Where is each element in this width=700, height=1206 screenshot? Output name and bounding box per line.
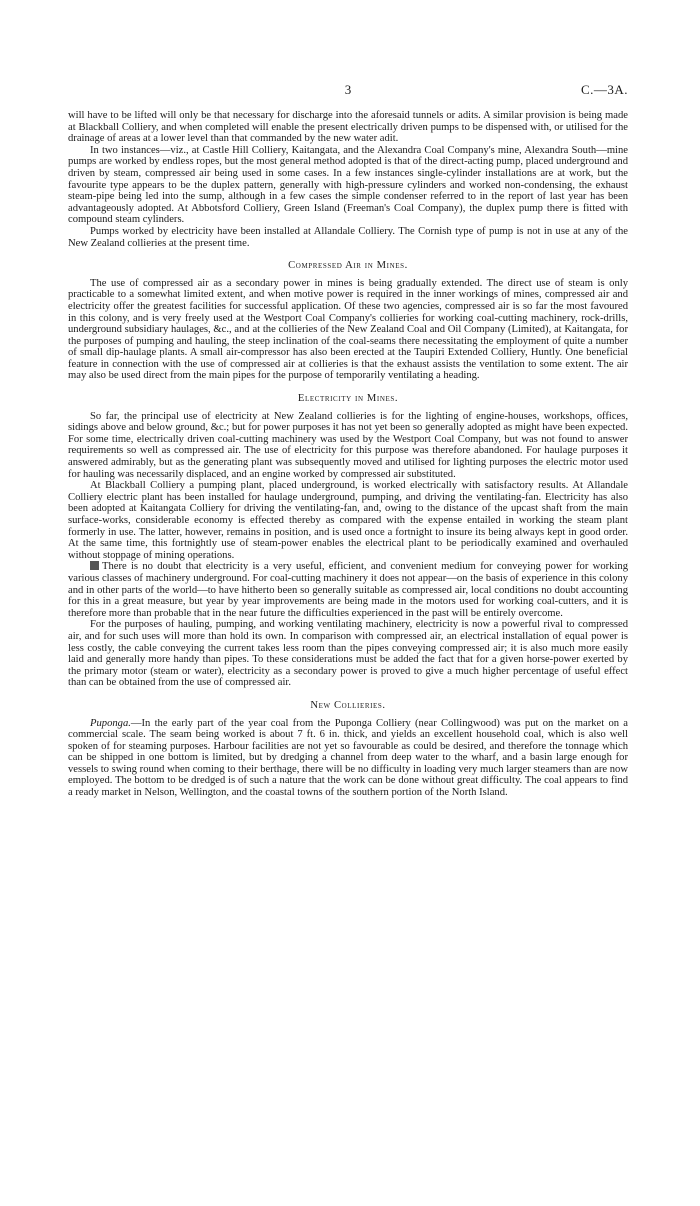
page-header	[68, 82, 628, 100]
paragraph-continuation: will have to be lifted will only be that necessary for discharge into the aforesaid tunnels or adits. A similar provision is being made at Blackball Colliery, and when completed will enable the present electrically driven pumps to be dispensed with, or utilised for the drainage of areas at a lower level than that commanded by the new water adit.	[68, 110, 628, 145]
section-heading-electricity: Electricity in Mines.	[297, 393, 399, 405]
paragraph-electricity-4: For the purposes of hauling, pumping, and working ventilating machinery, electricity is now a powerful rival to compressed air, and for such uses will more than hold its own. In comparison with compressed air, an electrical installation of equal power is less costly, the cable conveying the current takes less room than the pipes conveying compressed air; it is also much more easily laid and generally more handy than pipes. To these considerations must be added the fact that for a given horse-power exerted by the primary motor (steam or water), electricity as a secondary power is proved to give a much higher percentage of useful effect than can be obtained from the use of compressed air.	[68, 619, 628, 689]
page-number: 3	[344, 82, 352, 97]
paragraph-compressed-air: The use of compressed air as a secondary power in mines is being gradually extended. The direct use of steam is only practicable to a somewhat limited extent, and when motive power is required in the inner workings of mines, compressed air and electricity offer the greatest facilities for successful application. Of these two agencies, compressed air is so far the most favoured in this colony, and is very freely used at the Westport Coal Company's collieries for working coal-cutting machinery, rock-drills, underground subsidiary haulages, &c., and at the collieries of the New Zealand Coal and Oil Company (Limited), at Kaitangata, for the purposes of pumping and hauling, the steep inclination of the coal-seams there necessitating the employment of quite a number of small dip-haulage plants. A small air-compressor has also been erected at the Taupiri Extended Colliery, Huntly. One beneficial feature in connection with the use of compressed air at collieries is that the exhaust assists the ventilation to some extent. The air may also be used direct from the main pipes for the purpose of temporarily ventilating a heading.	[68, 277, 628, 382]
paragraph-electricity-3: There is no doubt that electricity is a very useful, efficient, and convenient medium for conveying power for working various classes of machinery underground. For coal-cutting machinery it does not appear—on the basis of experience in this colony and in other parts of the world—to have hitherto been so generally suitable as compressed air, local conditions no doubt accounting for this in a great measure, but year by year improvements are being made in the motors used for working coal-cutters, and it is therefore more than probable that in the near future the difficulties experienced in the past will be entirely overcome.	[68, 561, 628, 619]
puponga-text: —In the early part of the year coal from the Puponga Colliery (near Collingwood) was put on the market on a commercial scale. The seam being worked is about 7 ft. 6 in. thick, and yields an excellent household coal, which is also well spoken of for steaming purposes. Harbour facilities are not yet so favourable as could be desired, and therefore the tonnage which can be shipped in one bottom is limited, but by dredging a channel from deep water to the wharf, and a basin large enough for vessels to swing round when coming to their berthage, there will be no difficulty in loading very much larger steamers than are now employed. The bottom to be dredged is of such a nature that the work can be done without great difficulty. The coal appears to find a ready market in Nelson, Wellington, and the coastal towns of the southern portion of the North Island.	[68, 717, 628, 799]
paragraph-electricity-1: So far, the principal use of electricity at New Zealand collieries is for the lighting of engine-houses, workshops, offices, sidings above and below ground, &c.; but for power purposes it has not yet been so generally adopted as might have been expected. For some time, electrically driven coal-cutting machinery was used by the Westport Coal Company, but was not found to answer requirements so well as compressed air. The use of electricity for this purpose was therefore abandoned. For haulage purposes it answered admirably, but as the generating plant was subsequently moved and utilised for lighting purposes the electric motor used for hauling was necessarily displaced, and an engine worked by compressed air substituted.	[68, 410, 628, 480]
paragraph-puponga	[68, 718, 628, 799]
section-heading-compressed-air: Compressed Air in Mines.	[288, 260, 408, 272]
document-reference: C.—3A.	[580, 82, 628, 97]
scan-mark-icon	[90, 561, 99, 570]
paragraph-pumps-methods: In two instances—viz., at Castle Hill Colliery, Kaitangata, and the Alexandra Coal Company's mine, Alexandra South—mine pumps are worked by endless ropes, but the most general method adopted is that of the direct-acting pump, placed underground and driven by steam, compressed air being used in some cases. In a few instances single-cylinder installations are at work, but the favourite type appears to be the duplex pattern, generally with high-pressure cylinders and worked non-condensing, the exhaust steam-pipe being led into the sump, although in a few cases the simple condenser referred to in the report of last year has been advantageously adopted. At Abbotsford Colliery, Green Island (Freeman's Coal Company), the duplex pump there is fitted with compound steam cylinders.	[68, 144, 628, 226]
paragraph-electric-pumps: Pumps worked by electricity have been installed at Allandale Colliery. The Cornish type of pump is not in use at any of the New Zealand collieries at the present time.	[68, 225, 628, 249]
paragraph-electricity-2: At Blackball Colliery a pumping plant, placed underground, is worked electrically with satisfactory results. At Allandale Colliery electric plant has been installed for haulage underground, pumping, and driving the ventilating-fan. Electricity has also been adopted at Kaitangata Colliery for driving the ventilating-fan, and, owing to the distance of the upcast shaft from the main surface-works, considerable economy is effected thereby as compared with the expense entailed in working the steam plant formerly in use. The latter, however, remains in position, and is used once a fortnight to insure its being always kept in good order. At the same time, this fortnightly use of steam-power enables the electrical plant to be periodically examined and overhauled without stoppage of mining operations.	[68, 480, 628, 561]
section-heading-new-collieries: New Collieries.	[310, 699, 386, 711]
body-text	[68, 110, 628, 799]
puponga-lead: Puponga.	[90, 717, 131, 729]
paragraph-electricity-3-wrap	[68, 561, 628, 619]
